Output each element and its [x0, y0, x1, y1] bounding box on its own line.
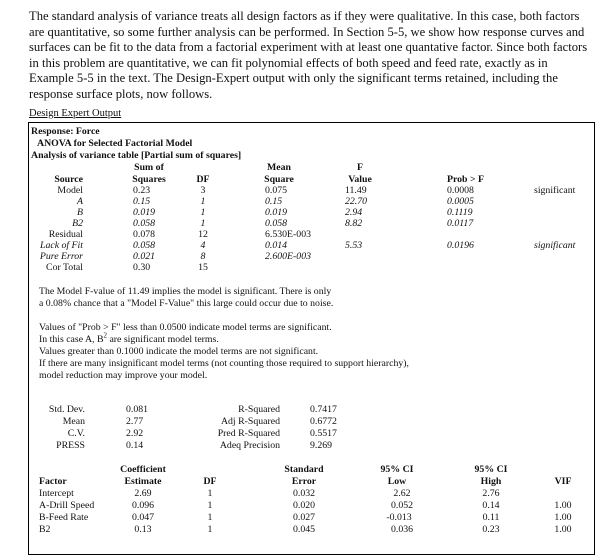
prob-note-line-4: If there are many insignificant model terms (not counting those required to support hierarchy), [39, 358, 409, 369]
prob-note-line-1: Values of "Prob > F" less than 0.0500 indicate model terms are significant. [39, 322, 332, 333]
response-label: Response: Force [31, 126, 100, 137]
anova-subtitle: Analysis of variance table [Partial sum of squares] [31, 150, 242, 161]
prob-note-line-3: Values greater than 0.1000 indicate the model terms are not significant. [39, 346, 319, 357]
design-expert-output-box: Response: Force ANOVA for Selected Factorial Model Analysis of variance table [Partial sum of squares] Sum of Mean F Source Squares DF Square Value Prob > F Model 0.23 3 0.075 11.49 0.0008 significant A 0.15 1 0.15 22.70 0.0005 B 0.019 1 0.019 2.94 0.1119 B2 0.058 1 0.058 8.82 0.0117 Residual 0.078 12 6.530E-003 Lack of Fit 0.058 4 0.014 5.53 0.0196 significant Pure Error 0.021 8 2.600E-003 Cor Total 0.30 15 The Model F-value of 11.49 implies the model is significant. There is only a 0.08% chance that a "Model F-Value" this large could occur due to noise. Values of "Prob > F" less than 0.0500 indicate model terms are significant. In this case A, $B^2$ are significant model terms. Values greater than 0.1000 indicate the model terms are not significant. If there are many insignificant model terms (not counting those required to support hierarchy), model reduction may improve your model. Std. Dev. 0.081 R-Squared 0.7417 Mean 2.77 Adj R-Squared 0.6772 C.V. 2.92 Pred R-Squared 0.5517 PRESS 0.14 Adeq Precision 9.269 Coefficient Standard 95% CI 95% CI Factor Estimate DF Error Low High VIF Intercept 2.69 1 0.032 2.62 2.76 A-Drill Speed 0.096 1 0.020 0.052 0.14 1.00 B-Feed Rate 0.047 1 0.027 -0.013 0.11 1.00 B2 0.13 1 0.045 0.036 0.23 1.00 [28, 122, 595, 555]
prob-note-line-2: In this case A, $B^2$ are significant model terms. [39, 331, 219, 345]
anova-title: ANOVA for Selected Factorial Model [37, 138, 193, 149]
model-note-line-2: a 0.08% chance that a "Model F-Value" this large could occur due to noise. [39, 298, 334, 309]
output-label: Design Expert Output [29, 108, 122, 119]
prob-note-line-5: model reduction may improve your model. [39, 370, 208, 381]
intro-paragraph: The standard analysis of variance treats all design factors as if they were qualitative. In this case, both factors are quantitative, so some further analysis can be performed. In Section 5-5, we show how response curves and surfaces can be fit to the data from a factorial experiment with at least one quantative factor. Since both factors in this problem are quantitative, we can fit polynomial effects of both speed and feed rate, exactly as in Example 5-5 in the text. The Design-Expert output with only the significant terms retained, including the response surface plots, now follows. [29, 9, 588, 101]
model-note-line-1: The Model F-value of 11.49 implies the model is significant. There is only [39, 286, 332, 297]
